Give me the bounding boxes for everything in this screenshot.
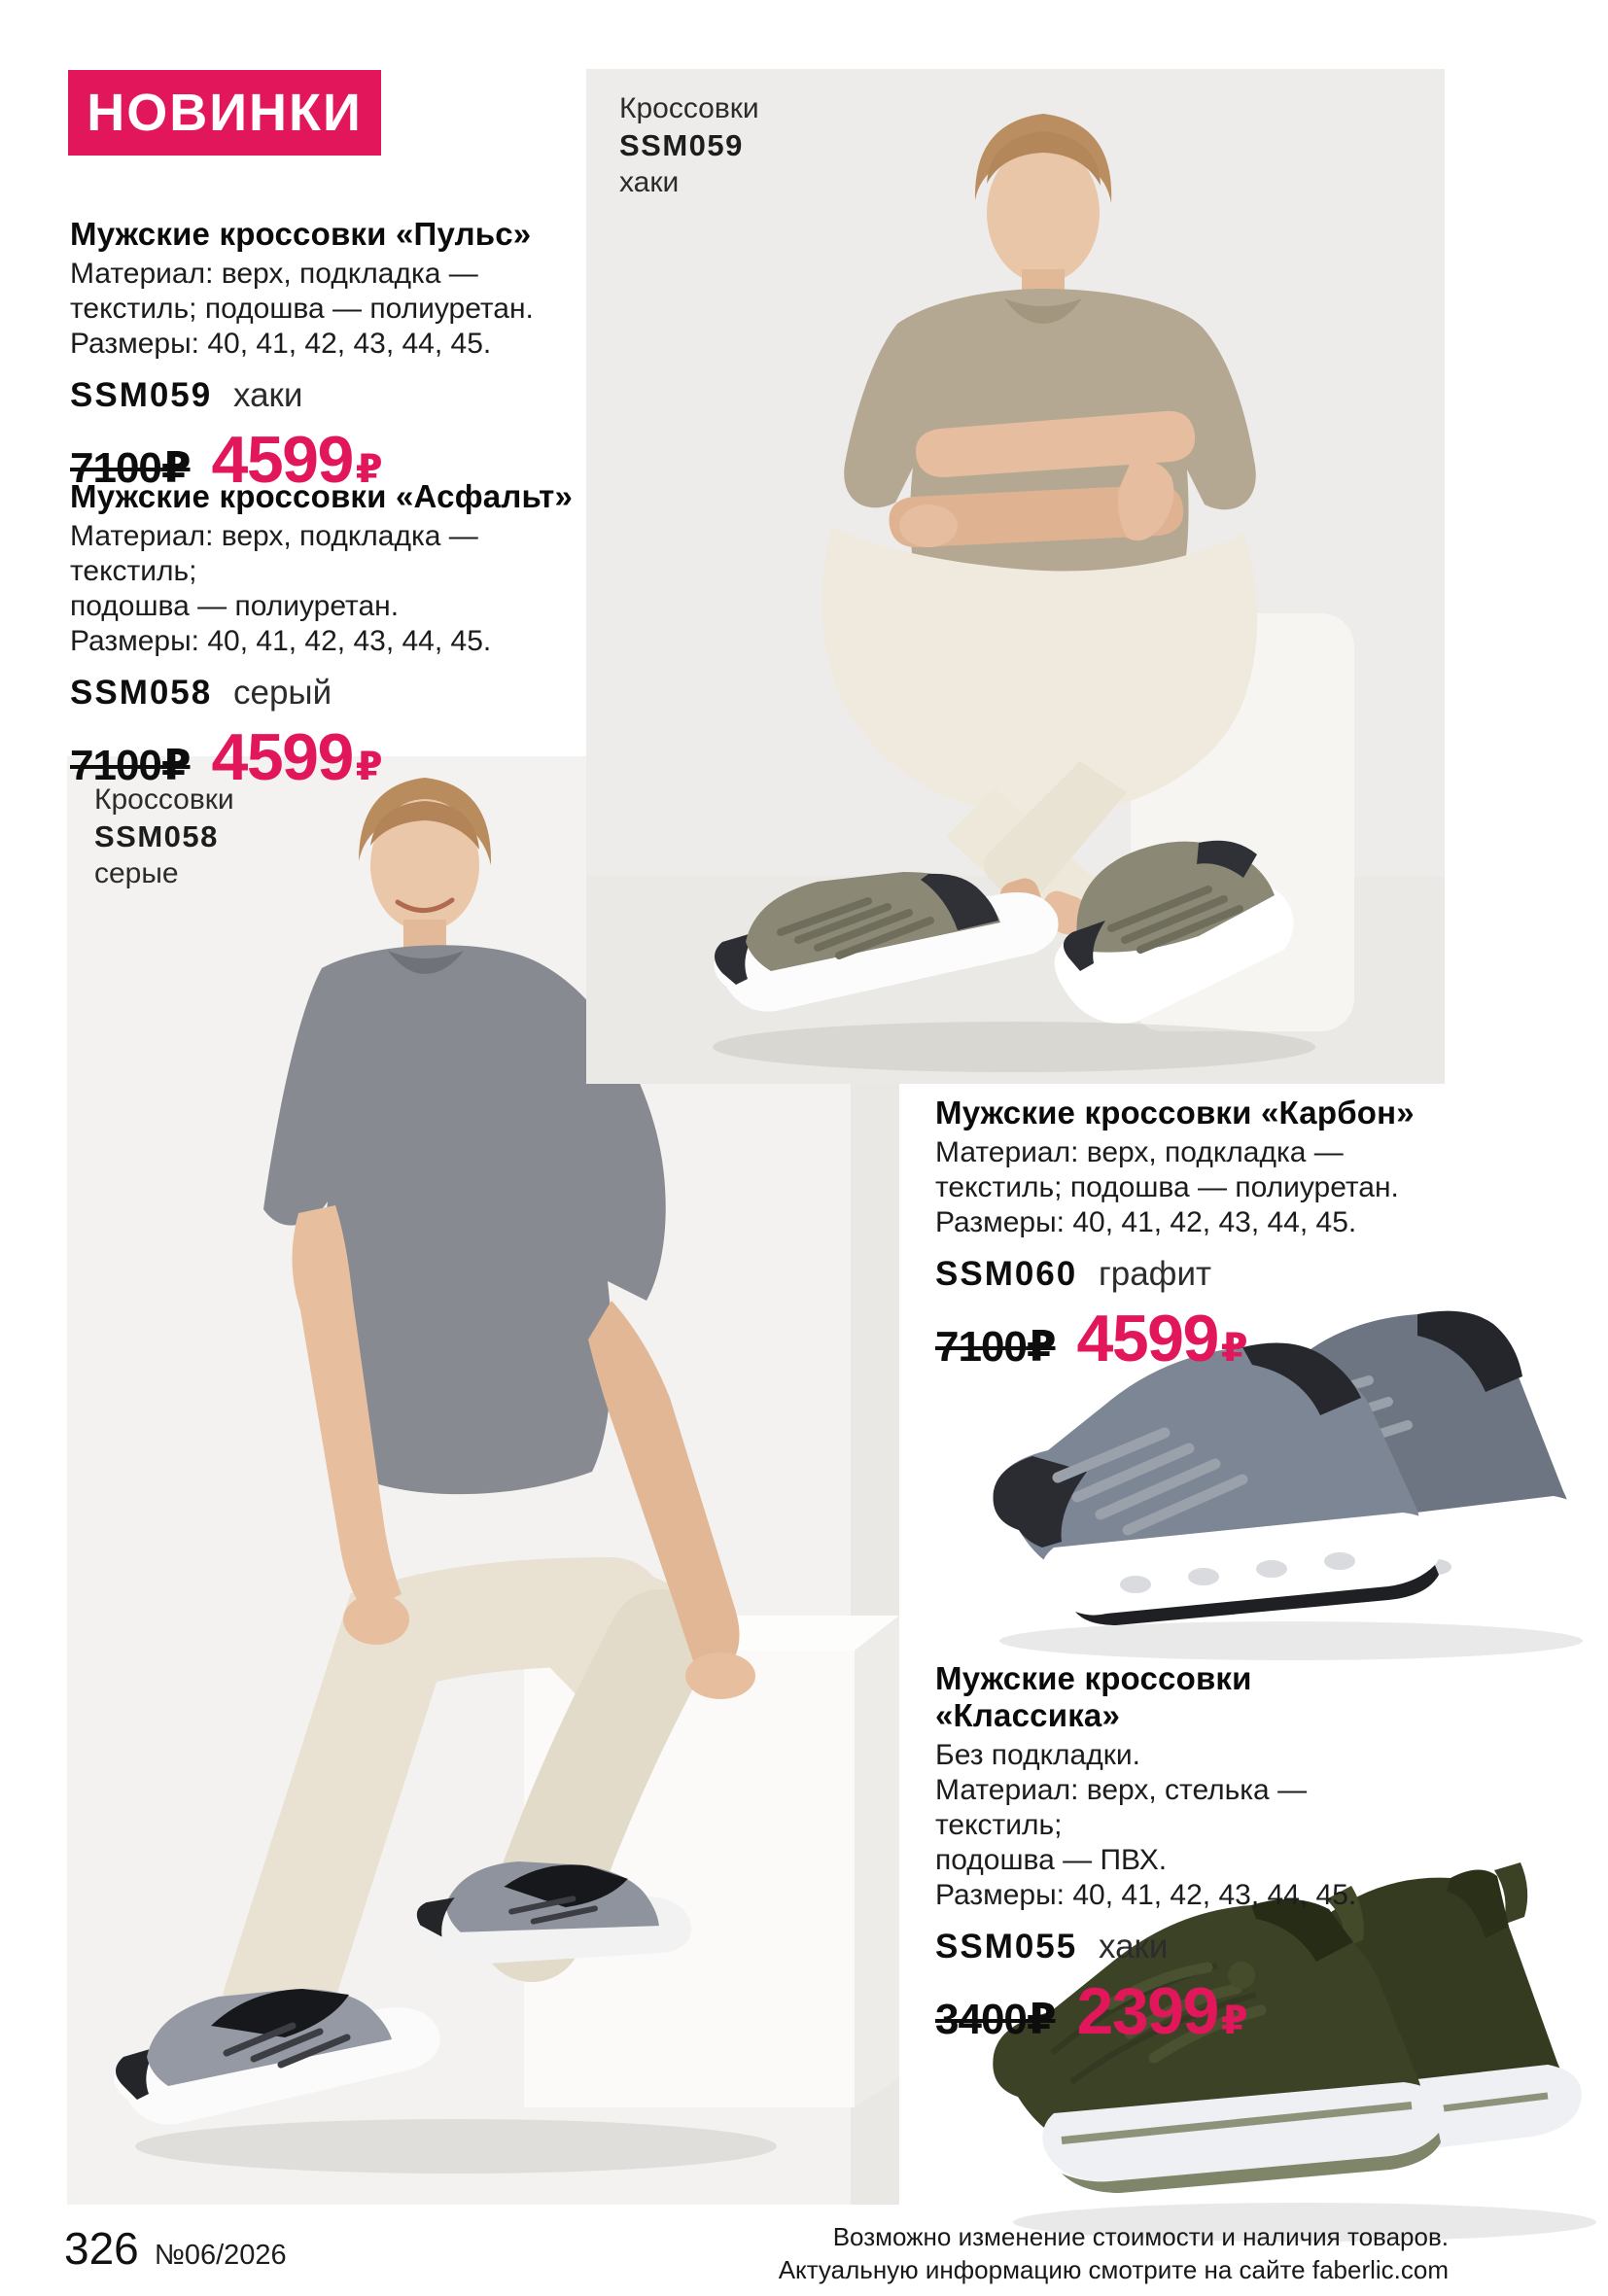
new-price-value: 4599 [211, 423, 353, 497]
product-article-code: SSM055 [935, 1928, 1078, 1966]
product-color-name: серый [232, 674, 332, 712]
product-desc-line: Размеры: 40, 41, 42, 43, 44, 45. [70, 625, 492, 657]
product-card-ssm055 [935, 1660, 1441, 2048]
catalog-issue: №06/2026 [154, 2240, 287, 2271]
product-title: Мужские кроссовки «Классика» [935, 1660, 1252, 1733]
product-desc-line: текстиль; подошва — полиуретан. [70, 293, 534, 325]
photo-label-product: Кроссовки [619, 92, 759, 124]
product-color-name: хаки [1098, 1928, 1169, 1966]
ruble-sign: ₽ [355, 448, 382, 491]
footer-disclaimer [779, 2220, 1449, 2286]
old-price [935, 1322, 1056, 1372]
page-number: 326 [64, 2223, 139, 2274]
ruble-sign: ₽ [1026, 1323, 1056, 1371]
product-article-row [935, 1255, 1441, 1294]
new-price [1076, 1974, 1247, 2048]
disclaimer-line: Актуальную информацию смотрите на сайте faberlic.com [778, 2255, 1449, 2284]
ruble-sign: ₽ [160, 444, 191, 492]
product-price-row [935, 1302, 1441, 1375]
product-article-row [70, 674, 576, 713]
product-article-code: SSM059 [70, 376, 213, 414]
product-color-name: графит [1098, 1255, 1212, 1293]
ruble-sign: ₽ [160, 742, 191, 789]
product-desc-line: Материал: верх, подкладка — текстиль; [70, 520, 478, 587]
product-desc-line: Без подкладки. [935, 1739, 1140, 1771]
new-price-value: 4599 [211, 720, 353, 794]
product-card-ssm058 [70, 478, 576, 794]
product-article-row [70, 376, 576, 415]
product-desc-line: текстиль; подошва — полиуретан. [935, 1171, 1399, 1203]
old-price [70, 741, 191, 790]
product-title: Мужские кроссовки «Асфальт» [70, 478, 573, 514]
new-price [211, 720, 382, 794]
product-title: Мужские кроссовки «Карбон» [935, 1095, 1415, 1131]
old-price-value: 3400 [935, 1996, 1027, 2043]
ruble-sign: ₽ [1220, 1327, 1247, 1370]
product-price-row [70, 720, 576, 794]
old-price-value: 7100 [70, 742, 161, 789]
product-desc-line: Размеры: 40, 41, 42, 43, 44, 45. [935, 1206, 1357, 1238]
product-desc-line: Материал: верх, подкладка — [70, 258, 478, 290]
footer-page-info [64, 2222, 287, 2275]
product-article-row [935, 1928, 1441, 1966]
old-price [935, 1995, 1056, 2044]
product-desc-line: Размеры: 40, 41, 42, 43, 44, 45. [70, 328, 492, 360]
photo-model-ssm059 [586, 69, 1445, 1084]
photo-label-ssm058 [94, 782, 234, 892]
ruble-sign: ₽ [1220, 2000, 1247, 2042]
product-title: Мужские кроссовки «Пульс» [70, 216, 532, 252]
product-color-name: хаки [232, 376, 303, 414]
product-card-ssm060 [935, 1095, 1441, 1375]
new-price [1076, 1302, 1247, 1375]
model-ssm059-illustration [586, 69, 1445, 1084]
old-price-value: 7100 [70, 444, 161, 492]
new-items-badge: НОВИНКИ [68, 70, 381, 156]
photo-label-color: серые [94, 857, 179, 889]
product-desc-line: Размеры: 40, 41, 42, 43, 44, 45. [935, 1879, 1357, 1911]
product-article-code: SSM060 [935, 1255, 1078, 1293]
new-price-value: 4599 [1076, 1302, 1218, 1375]
product-desc-line: Материал: верх, стелька — текстиль; [935, 1774, 1308, 1841]
ruble-sign: ₽ [1026, 1996, 1056, 2043]
photo-label-ssm059 [619, 90, 759, 201]
photo-label-color: хаки [619, 166, 680, 198]
disclaimer-line: Возможно изменение стоимости и наличия товаров. [832, 2222, 1449, 2251]
photo-label-article: SSM058 [94, 819, 219, 853]
photo-label-article: SSM059 [619, 128, 744, 162]
product-price-row [935, 1974, 1441, 2048]
photo-label-product: Кроссовки [94, 783, 234, 816]
product-desc-line: Материал: верх, подкладка — [935, 1136, 1344, 1168]
product-desc-line: подошва — ПВХ. [935, 1844, 1168, 1876]
product-desc-line: подошва — полиуретан. [70, 590, 400, 622]
product-article-code: SSM058 [70, 674, 213, 712]
new-price-value: 2399 [1076, 1974, 1218, 2048]
ruble-sign: ₽ [355, 746, 382, 788]
old-price-value: 7100 [935, 1323, 1027, 1371]
